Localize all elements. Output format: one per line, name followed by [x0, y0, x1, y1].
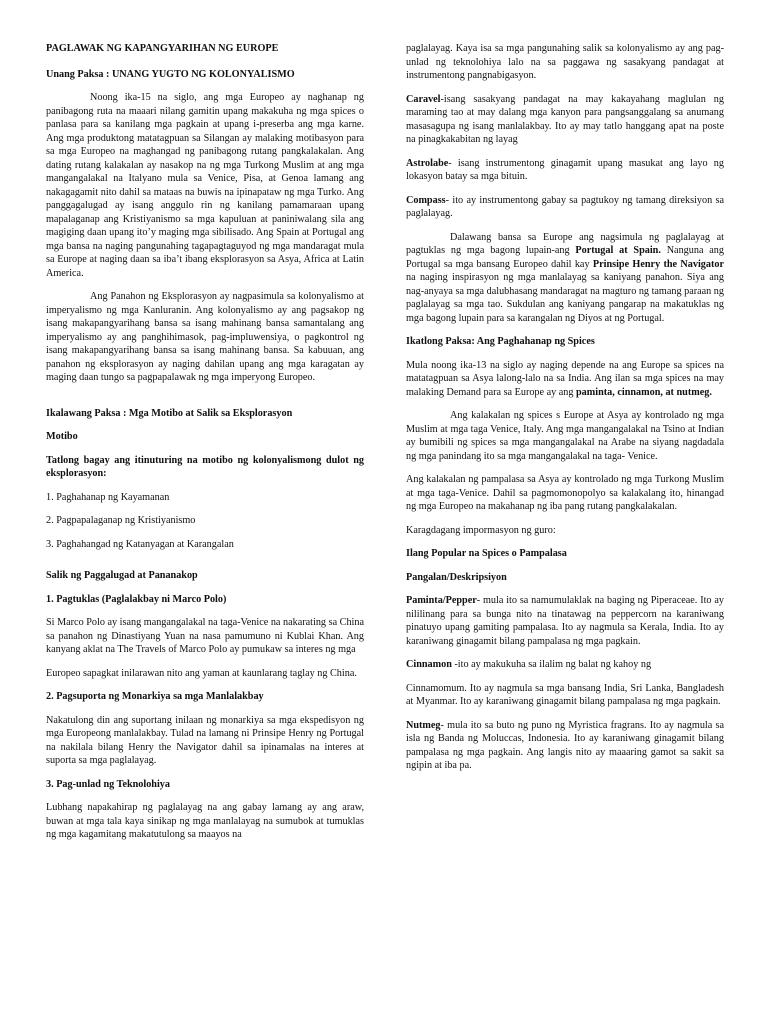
right-column — [406, 42, 724, 783]
cinnamon-term: Cinnamon — [406, 659, 452, 670]
salik1-paragraph-1: Si Marco Polo ay isang mangangalakal na taga-Venice na nakarating sa China sa panahon ng Dinastiyang Yuan na nasa pamumuno ni Kublai Khan. Ang kanyang aklat na The Travels of Marco Polo ay pumukaw sa interes ng mga — [46, 617, 364, 655]
salik3-heading: 3. Pag-unlad ng Teknolohiya — [46, 778, 170, 790]
motibo-item: 3. Paghahangad ng Katanyagan at Karangalan — [46, 538, 234, 550]
compass-text: - ito ay instrumentong gabay sa pagtukoy ng tamang direksiyon sa paglalayag. — [406, 194, 724, 219]
popular-spices-heading: Ilang Popular na Spices o Pampalasa — [406, 548, 567, 559]
salik2-paragraph: Nakatulong din ang suportang inilaan ng monarkiya sa mga ekspedisyon ng mga Europeong manlalakbay. Tulad na lamang ni Prinsipe Henry ng Portugal na nakilala bilang Henry the Navigator dahil sa ipinamalas na interes at suporta sa mga paglalayag. — [46, 714, 364, 766]
cinnamon-definition — [406, 658, 724, 672]
portugal-paragraph — [406, 231, 724, 326]
paminta-text: - mula ito sa namumulaklak na baging ng Piperaceae. Ito ay nililinang para sa bunga nito na tinatawag na peppercorn na karaniwang pinatuyo upang gamiting pampalasa. Ito ay nagmula sa Kerala, India. Ito ay karaniwang ginagamit bilang pampalasa ng mga pagkain. — [406, 595, 724, 647]
astrolabe-term: Astrolabe — [406, 157, 449, 169]
compass-term: Compass — [406, 194, 446, 206]
henry-navigator-bold: Prinsipe Henry the Navigator — [592, 258, 724, 270]
extra-info-label: Karagdagang impormasyon ng guro: — [406, 524, 556, 536]
motibo-item: 1. Paghahanap ng Kayamanan — [46, 491, 170, 503]
spices-text-a: Mula noong ika-13 na siglo ay naging depende na ang Europe sa spices na matatagpuan sa Asya lalong-lalo na sa India. Ang ilan sa mga spices na may malaking Demand para sa Europe ay ang — [406, 359, 724, 398]
salik2-heading: 2. Pagsuporta ng Monarkiya sa mga Manlalakbay — [46, 691, 264, 702]
salik1-paragraph-2: Europeo sapagkat inilarawan nito ang yaman at kaunlarang taglay ng China. — [46, 667, 357, 679]
caravel-definition — [406, 93, 724, 147]
astrolabe-definition — [406, 157, 724, 184]
caravel-term: Caravel — [406, 93, 441, 105]
nutmeg-term: Nutmeg — [406, 719, 441, 731]
compass-definition — [406, 194, 724, 221]
spices-paragraph-1 — [406, 359, 724, 400]
caravel-text: -isang sasakyang pandagat na may kakayahang maglulan ng maraming tao at may dalang mga kanyon para pangsanggalang sa anumang masasagupa ng isang manlalakbay. Ito ay may tatlo hanggang apat na poste na pinagkakabitan ng layag — [406, 93, 724, 145]
salik-heading: Salik ng Paggalugad at Pananakop — [46, 570, 198, 581]
paminta-definition — [406, 594, 724, 648]
portugal-spain-bold: Portugal at Spain. — [575, 245, 661, 256]
document-title: PAGLAWAK NG KAPANGYARIHAN NG EUROPE — [46, 43, 279, 54]
topic1-paragraph-1: Noong ika-15 na siglo, ang mga Europeo ay naghanap ng panibagong ruta na maaari nilang gamitin upang makakuha ng mga spices o panlasa para sa kanilang mga pagkain at upang i-preserba ang mga karne. Ang mga produktong matatagpuan sa Silangan ay malaking motibasyon para sa mga Europeo na maghangad ng panibagong rutang pangkalakalan. Ang dating rutang kalakalan ay nasakop na ng mga Turkong Muslim at ang mga mangangalakal na Italyano mula sa Venice, Pisa, at Genoa lamang ang nakagagamit nito dahil sa mataas na buwis na ipinapataw ng mga Turko. Ang panggagalugad ay isang anggulo rin ng kanilang pamamaraan upang mapalaganap ang Kristiyanismo sa mga kapuluan at paniniwalang sila ang magiging daan upang ito’y maging mga sibilisado. Ang Spain at Portugal ang mga bansa na naging pangunahing tagapagtaguyod ng mga mandaragat mula sa Europe at naging daan sa iba’t ibang eksplorasyon sa Asya, Africa at Latin America. — [46, 92, 364, 279]
spices-paragraph-3: Ang kalakalan ng pampalasa sa Asya ay kontrolado ng mga Turkong Muslim at mga taga-Venice. Dahil sa pagmomonopolyo sa kalakalang ito, hinangad ng mga Europeo na makahanap ng iba pang rutang pangkalakalan. — [406, 474, 724, 512]
motibo-intro: Tatlong bagay ang itinuturing na motibo ng kolonyalismong dulot ng eksplorasyon: — [46, 454, 364, 479]
pangalan-heading: Pangalan/Deskripsiyon — [406, 571, 507, 583]
salik1-heading: 1. Pagtuklas (Paglalakbay ni Marco Polo) — [46, 593, 227, 605]
motibo-item: 2. Pagpapalaganap ng Kristiyanismo — [46, 515, 196, 526]
spices-list-bold: paminta, cinnamon, at nutmeg. — [576, 386, 712, 398]
portugal-text-c: Nanguna ang Portugal sa mga bansang Europeo dahil kay — [406, 245, 724, 270]
cinnamon-paragraph-2: Cinnamomum. Ito ay nagmula sa mga bansang India, Sri Lanka, Bangladesh at Myanmar. Ito ay karaniwang ginagamit bilang pampalasa ng mga pagkain. — [406, 682, 724, 707]
portugal-text-e: na naging inspirasyon ng mga manlalayag sa kaniyang panahon. Siya ang nag-anyaya sa mga dalubhasang mandaragat na magturo ng tamang paraan ng paglalayag sa mga tao. Sukdulan ang kaniyang pangarap na makatuklas ng mga bagong lupain para sa karangalan ng Diyos at ng Portugal. — [406, 272, 724, 324]
paminta-term: Paminta/Pepper — [406, 595, 477, 606]
topic2-heading: Ikalawang Paksa : Mga Motibo at Salik sa Eksplorasyon — [46, 407, 293, 419]
nutmeg-text: - mula ito sa buto ng puno ng Myristica fragrans. Ito ay nagmula sa isla ng Banda ng Moluccas, Indonesia. Ito ay karaniwang ginagamit bilang pampalasa ng mga pagkain. Ang langis nito ay maaaring gamot sa sakit sa ngipin at iba pa. — [406, 719, 724, 771]
motibo-heading: Motibo — [46, 431, 78, 442]
salik3-paragraph-continued: paglalayag. Kaya isa sa mga pangunahing salik sa kolonyalismo ay ang pag-unlad ng teknolohiya lalo na sa paggawa ng sasakyang pandagat at instrumentong pangnabigasyon. — [406, 43, 724, 81]
left-column — [46, 42, 364, 852]
spices-paragraph-2: Ang kalakalan ng spices s Europe at Asya ay kontrolado ng mga Muslim at mga taga Venice, Italy. Ang mga mangangalakal na Tsino at Indian ay bumibili ng spices sa mga mangangalakal na Arabe na siyang nagdadala ng mga panindang ito sa mga mangangalakal na taga- Venice. — [406, 410, 724, 462]
portugal-text-a: Dalawang bansa sa Europe ang nagsimula ng paglalayag at pagtuklas ng mga bagong lupain-ang — [406, 231, 724, 256]
cinnamon-text: -ito ay makukuha sa ilalim ng balat ng kahoy ng — [451, 659, 652, 670]
topic3-heading: Ikatlong Paksa: Ang Paghahanap ng Spices — [406, 336, 595, 347]
astrolabe-text: - isang instrumentong ginagamit upang masukat ang layo ng lokasyon batay sa mga bituin. — [406, 157, 724, 182]
topic1-heading: Unang Paksa : UNANG YUGTO NG KOLONYALISMO — [46, 68, 295, 80]
topic1-paragraph-2: Ang Panahon ng Eksplorasyon ay nagpasimula sa kolonyalismo at imperyalismo ng mga Kanluranin. Ang kolonyalismo ay ang pagsakop ng isang makapangyarihang bansa sa isang mahinang bansa samantalang ang imperyalismo ay ang panghihimasok, pag-impluwensiya, o pagkontrol ng isang makapangyarihang bansa sa isang mahinang bansa. Sa kabuuan, ang panahon ng eksplorasyon ay naging dahilan upang ang mga karagatan ay maging daan tungo sa pagpapalawak ng mga imperyong Europeo. — [46, 291, 364, 383]
nutmeg-definition — [406, 719, 724, 773]
salik3-paragraph: Lubhang napakahirap ng paglalayag na ang gabay lamang ay ang araw, buwan at mga tala kaya sinikap ng mga manlalayag na sumubok at tumuklas ng mga kagamitang makatutulong sa maayos na — [46, 802, 364, 840]
